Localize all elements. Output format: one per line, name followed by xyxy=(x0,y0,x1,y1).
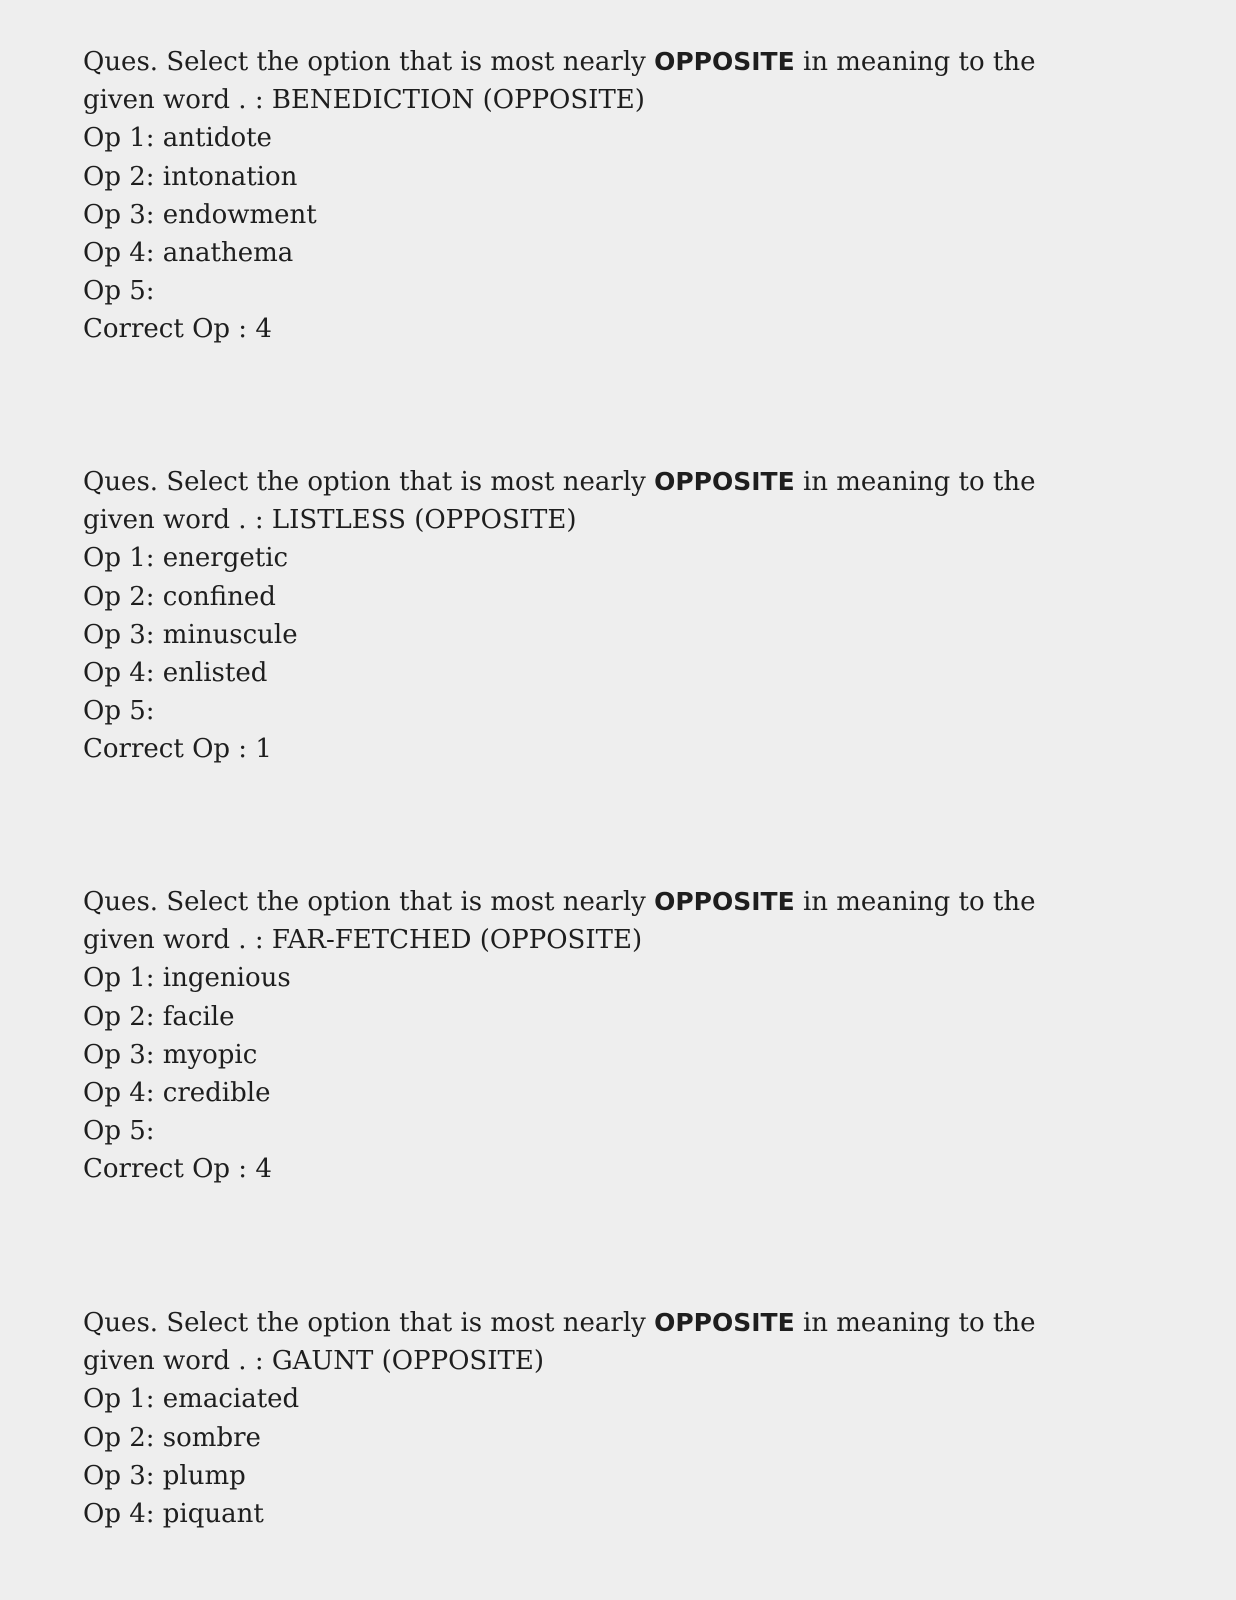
prompt-prefix: Ques. Select the option that is most nearly xyxy=(83,47,655,77)
question-block-2 xyxy=(83,463,1193,769)
prompt-emphasis: OPPOSITE xyxy=(654,887,795,916)
prompt-suffix: in meaning to the xyxy=(794,467,1036,497)
prompt-prefix: Ques. Select the option that is most nearly xyxy=(83,1308,655,1338)
prompt-suffix: in meaning to the xyxy=(794,887,1036,917)
prompt-suffix: in meaning to the xyxy=(794,1308,1036,1338)
option-4: Op 4: credible xyxy=(83,1078,271,1109)
option-3: Op 3: minuscule xyxy=(83,619,298,650)
prompt-emphasis: OPPOSITE xyxy=(654,467,795,496)
option-4: Op 4: anathema xyxy=(83,238,294,269)
option-2: Op 2: intonation xyxy=(83,161,298,192)
question-block-4 xyxy=(83,1304,1193,1533)
question-prompt xyxy=(83,463,1193,501)
correct-option: Correct Op : 4 xyxy=(83,314,272,345)
option-1: Op 1: antidote xyxy=(83,123,272,154)
option-5: Op 5: xyxy=(83,1116,155,1147)
question-block-3 xyxy=(83,883,1193,1189)
question-prompt xyxy=(83,43,1193,81)
correct-option: Correct Op : 4 xyxy=(83,1154,272,1185)
prompt-emphasis: OPPOSITE xyxy=(654,1308,795,1337)
question-prompt xyxy=(83,1304,1193,1342)
option-1: Op 1: emaciated xyxy=(83,1384,300,1415)
option-4: Op 4: enlisted xyxy=(83,658,268,689)
option-2: Op 2: confined xyxy=(83,581,276,612)
prompt-prefix: Ques. Select the option that is most nearly xyxy=(83,467,655,497)
correct-option: Correct Op : 1 xyxy=(83,734,272,765)
option-3: Op 3: endowment xyxy=(83,199,317,230)
prompt-prefix: Ques. Select the option that is most nearly xyxy=(83,887,655,917)
option-4: Op 4: piquant xyxy=(83,1499,264,1530)
option-3: Op 3: myopic xyxy=(83,1039,258,1070)
given-word-line: given word . : BENEDICTION (OPPOSITE) xyxy=(83,85,645,116)
prompt-emphasis: OPPOSITE xyxy=(654,47,795,76)
option-5: Op 5: xyxy=(83,276,155,307)
option-3: Op 3: plump xyxy=(83,1460,246,1491)
given-word-line: given word . : GAUNT (OPPOSITE) xyxy=(83,1346,544,1377)
question-prompt xyxy=(83,883,1193,921)
option-2: Op 2: facile xyxy=(83,1001,235,1032)
option-5: Op 5: xyxy=(83,696,155,727)
given-word-line: given word . : LISTLESS (OPPOSITE) xyxy=(83,505,577,536)
given-word-line: given word . : FAR-FETCHED (OPPOSITE) xyxy=(83,925,643,956)
option-1: Op 1: energetic xyxy=(83,543,289,574)
option-1: Op 1: ingenious xyxy=(83,963,291,994)
option-2: Op 2: sombre xyxy=(83,1422,261,1453)
question-block-1 xyxy=(83,43,1193,349)
prompt-suffix: in meaning to the xyxy=(794,47,1036,77)
